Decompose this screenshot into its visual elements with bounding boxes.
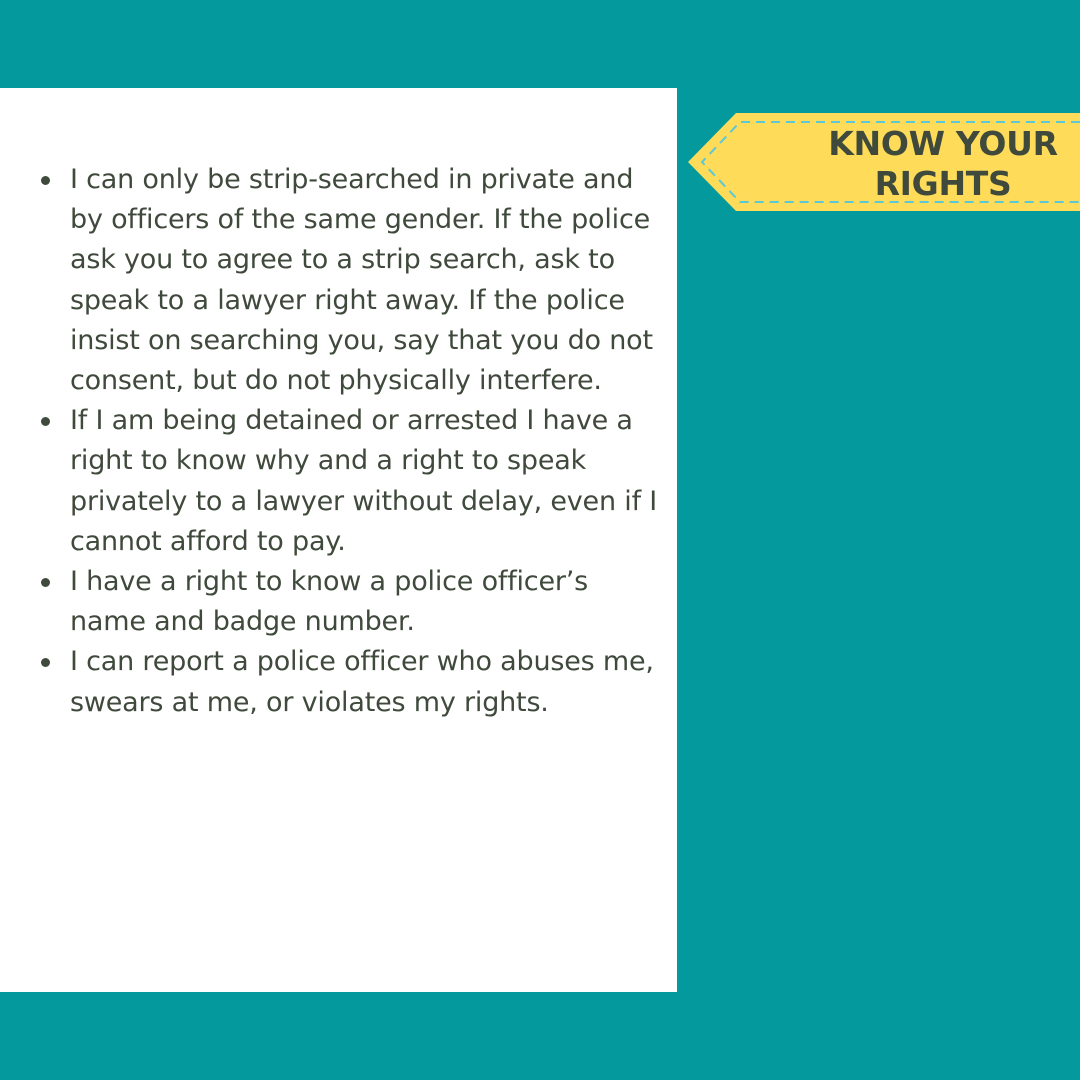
list-item-text: I can only be strip-searched in private and by officers of the same gender. If the police ask you to agree to a strip search, ask to speak to a lawyer right away. If the police insist on searching you, say that you do not consent, but do not physically interfere. <box>70 164 653 397</box>
know-your-rights-banner <box>688 112 1080 212</box>
list-item <box>70 642 670 722</box>
banner-title-line: RIGHTS <box>874 164 1012 203</box>
list-item <box>70 401 670 562</box>
rights-list <box>70 160 670 723</box>
list-item-text: I have a right to know a police officer’s name and badge number. <box>70 566 589 638</box>
list-item <box>70 160 670 401</box>
list-item-text: If I am being detained or arrested I have a right to know why and a right to speak privately to a lawyer without delay, even if I cannot afford to pay. <box>70 405 658 557</box>
bullet-icon <box>41 176 50 185</box>
banner-title <box>818 124 1068 204</box>
list-item-text: I can report a police officer who abuses me, swears at me, or violates my rights. <box>70 646 654 718</box>
list-item <box>70 562 670 642</box>
banner-title-line: KNOW YOUR <box>828 124 1058 163</box>
bullet-icon <box>41 578 50 587</box>
